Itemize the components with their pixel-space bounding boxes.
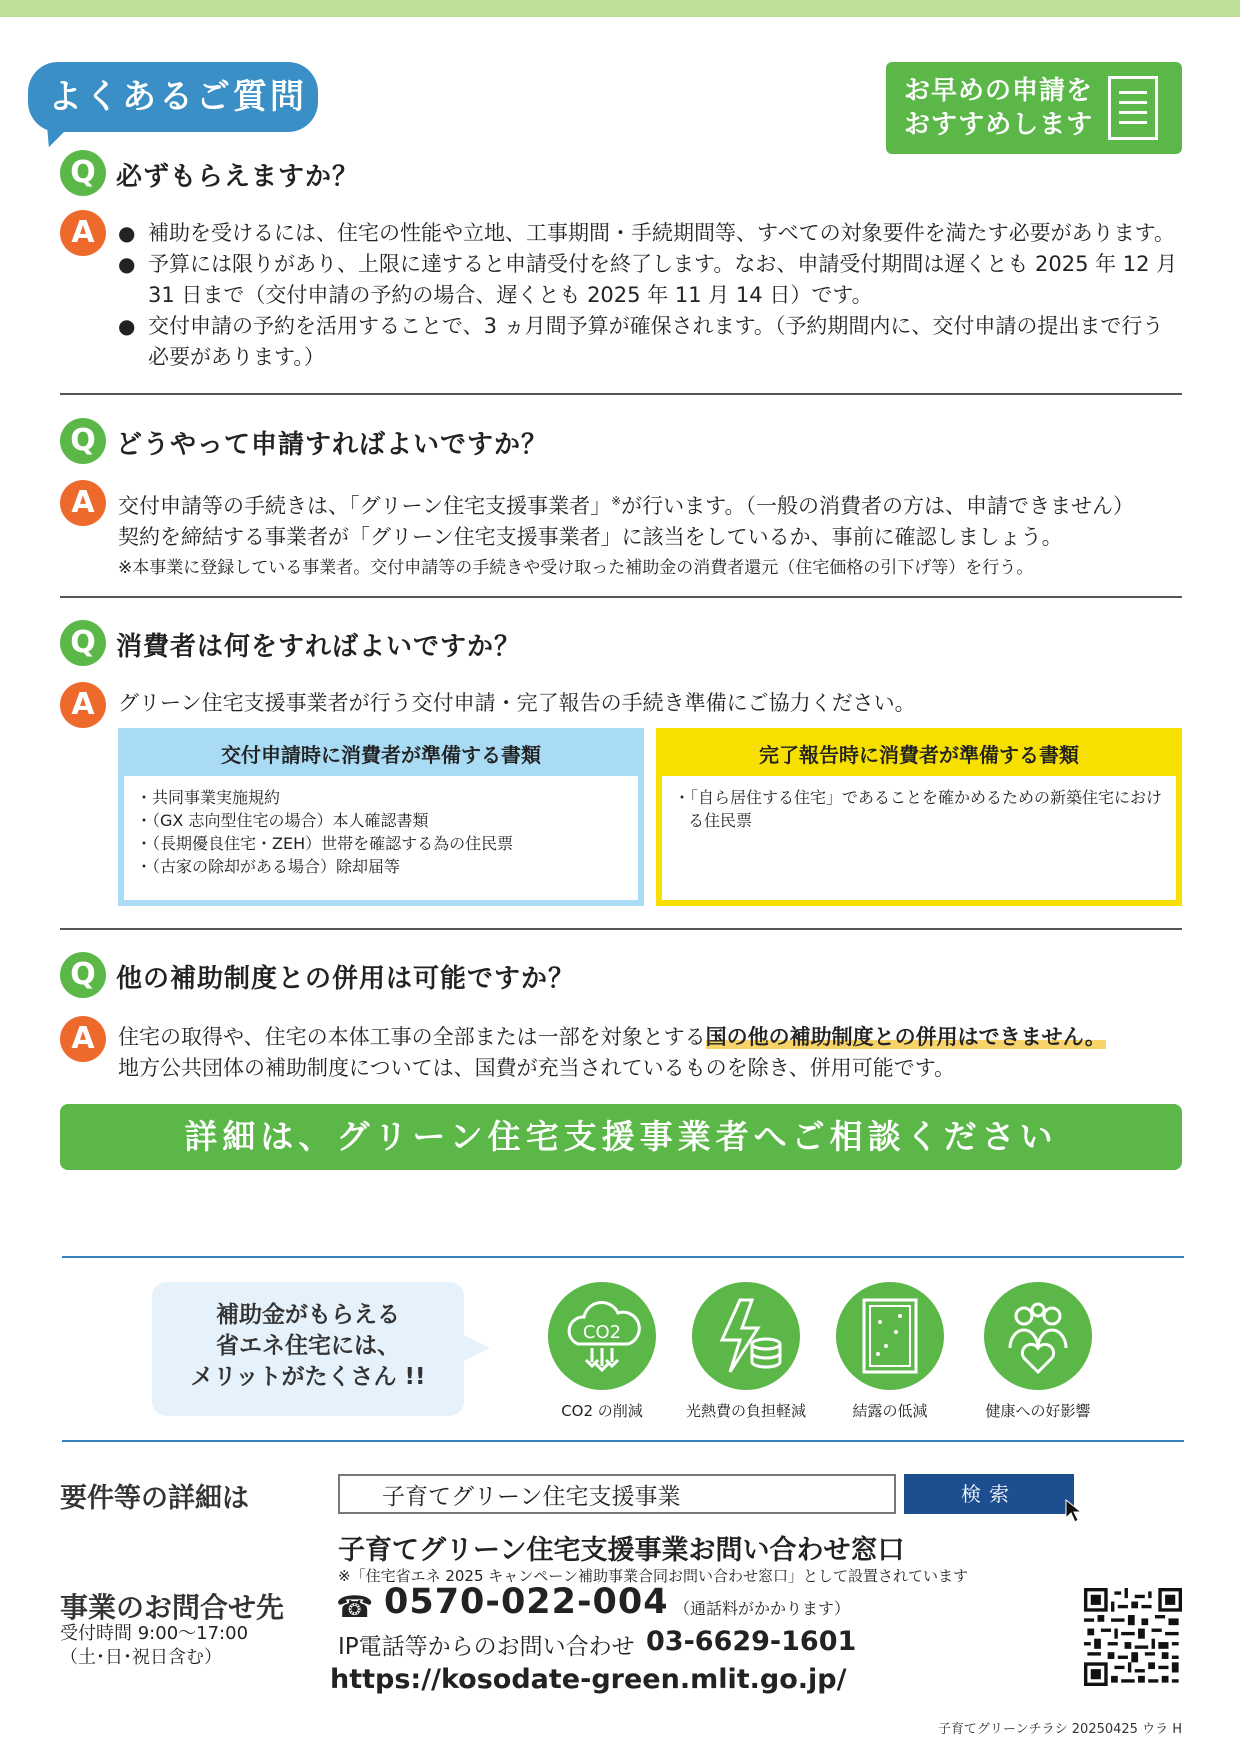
inquiry-note: ※「住宅省エネ 2025 キャンペーン補助事業合同お問い合わせ窓口」として設置されています <box>338 1567 968 1585</box>
highlighted-text: 国の他の補助制度との併用はできません。 <box>705 1025 1106 1049</box>
website-link[interactable]: https://kosodate-green.mlit.go.jp/ <box>330 1664 847 1695</box>
list-item: ・（古家の除却がある場合）除却届等 <box>136 857 401 876</box>
list-item: ・「自ら居住する住宅」であることを確かめるための新築住宅における住民票 <box>674 788 1163 830</box>
answer-badge: A <box>60 210 106 256</box>
ip-phone-label: IP電話等からのお問い合わせ <box>338 1634 635 1660</box>
document-icon <box>1108 76 1158 140</box>
faq4-question: 他の補助制度との併用は可能ですか？ <box>116 964 576 994</box>
answer-badge: A <box>60 682 106 728</box>
cursor-icon <box>1064 1498 1090 1524</box>
contact-label: 事業のお問合せ先 <box>60 1591 285 1624</box>
question-badge: Q <box>60 620 106 666</box>
faq4-answer: 住宅の取得や、住宅の本体工事の全部または一部を対象とする国の他の補助制度との併用はできません。 地方公共団体の補助制度については、国費が充当されているものを除き、併用可能です。 <box>118 1025 1106 1080</box>
svg-text:CO2: CO2 <box>582 1322 622 1343</box>
faq1-question: 必ずもらえますか？ <box>116 162 360 192</box>
footer-code: 子育てグリーンチラシ 20250425 ウラ H <box>937 1722 1182 1737</box>
requirements-label: 要件等の詳細は <box>60 1483 249 1514</box>
merit-label: 光熱費の負担軽減 <box>685 1402 806 1420</box>
search-input[interactable] <box>338 1474 896 1514</box>
faq2-question: どうやって申請すればよいですか？ <box>116 430 549 460</box>
merit-label: CO2 の削減 <box>561 1402 643 1420</box>
merit-label: 結露の低減 <box>852 1402 928 1420</box>
phone-note: （通話料がかかります） <box>674 1599 851 1618</box>
co2-cloud-icon <box>548 1282 656 1390</box>
family-heart-icon <box>984 1282 1092 1390</box>
bubble-tail <box>462 1334 490 1362</box>
faq-title: よくあるご質問 <box>28 62 318 132</box>
search-button[interactable]: 検索 <box>904 1474 1074 1514</box>
window-condensation-icon <box>836 1282 944 1390</box>
energy-coins-icon <box>692 1282 800 1390</box>
phone-icon: ☎ <box>336 1590 374 1625</box>
faq3-answer: グリーン住宅支援事業者が行う交付申請・完了報告の手続き準備にご協力ください。 <box>118 691 916 715</box>
consult-banner: 詳細は、グリーン住宅支援事業者へご相談ください <box>60 1104 1182 1170</box>
faq1-bullet: ● 交付申請の予約を活用することで、3 ヵ月間予算が確保されます。（予約期間内に、交付申請の提出まで行う必要があります。） <box>118 311 1182 373</box>
faq2-answer: 交付申請等の手続きは、「グリーン住宅支援事業者」※が行います。（一般の消費者の方は、申請できません） 契約を締結する事業者が「グリーン住宅支援事業者」に該当をしているか、事前に確認しましょう。 ※本事業に登録している事業者。交付申請等の手続きや受け取った補助金の消費者還元（住宅価格の引下げ等）を行う。 <box>118 486 1182 584</box>
faq1-bullet: ● 補助を受けるには、住宅の性能や立地、工事期間・手続期間等、すべての対象要件を満たす必要があります。 <box>118 218 1182 249</box>
list-item: ・（GX 志向型住宅の場合）本人確認書類 <box>136 811 429 830</box>
question-badge: Q <box>60 952 106 998</box>
inquiry-title: 子育てグリーン住宅支援事業お問い合わせ窓口 <box>338 1535 905 1566</box>
top-accent-bar <box>0 0 1240 17</box>
answer-badge: A <box>60 480 106 526</box>
office-hours: 受付時間 9:00〜17:00 （土･日･祝日含む） <box>60 1623 249 1668</box>
question-badge: Q <box>60 418 106 464</box>
section-divider <box>62 1440 1184 1442</box>
question-badge: Q <box>60 150 106 196</box>
qr-code-icon[interactable] <box>1084 1588 1182 1686</box>
faq1-bullet: ● 予算には限りがあり、上限に達すると申請受付を終了します。なお、申請受付期間は遅くとも 2025 年 12 月 31 日まで（交付申請の予約の場合、遅くとも 2025 年 11 月 14 日）です。 <box>118 249 1182 311</box>
merit-label: 健康への好影響 <box>985 1402 1091 1420</box>
section-divider <box>60 928 1182 930</box>
section-divider <box>60 596 1182 598</box>
section-divider <box>62 1256 1184 1258</box>
early-application-text: お早めの申請を おすすめします <box>904 76 1094 140</box>
list-item: ・（長期優良住宅・ZEH）世帯を確認する為の住民票 <box>136 834 514 853</box>
answer-badge: A <box>60 1016 106 1062</box>
completion-documents-title: 完了報告時に消費者が準備する書類 <box>662 734 1176 776</box>
completion-documents-box <box>656 728 1182 906</box>
faq1-answer <box>118 218 1182 373</box>
early-application-badge <box>886 62 1182 154</box>
merit-bubble: 補助金がもらえる 省エネ住宅には、 メリットがたくさん !! <box>152 1282 464 1416</box>
application-documents-box <box>118 728 644 906</box>
section-divider <box>60 393 1182 395</box>
application-documents-title: 交付申請時に消費者が準備する書類 <box>124 734 638 776</box>
faq2-note: ※本事業に登録している事業者。交付申請等の手続きや受け取った補助金の消費者還元（住宅価格の引下げ等）を行う。 <box>118 558 1034 578</box>
phone-number[interactable]: 0570-022-004 <box>384 1582 669 1622</box>
list-item: ・共同事業実施規約 <box>136 788 281 807</box>
ip-phone-number[interactable]: 03-6629-1601 <box>646 1626 857 1657</box>
faq3-question: 消費者は何をすればよいですか？ <box>116 632 522 662</box>
